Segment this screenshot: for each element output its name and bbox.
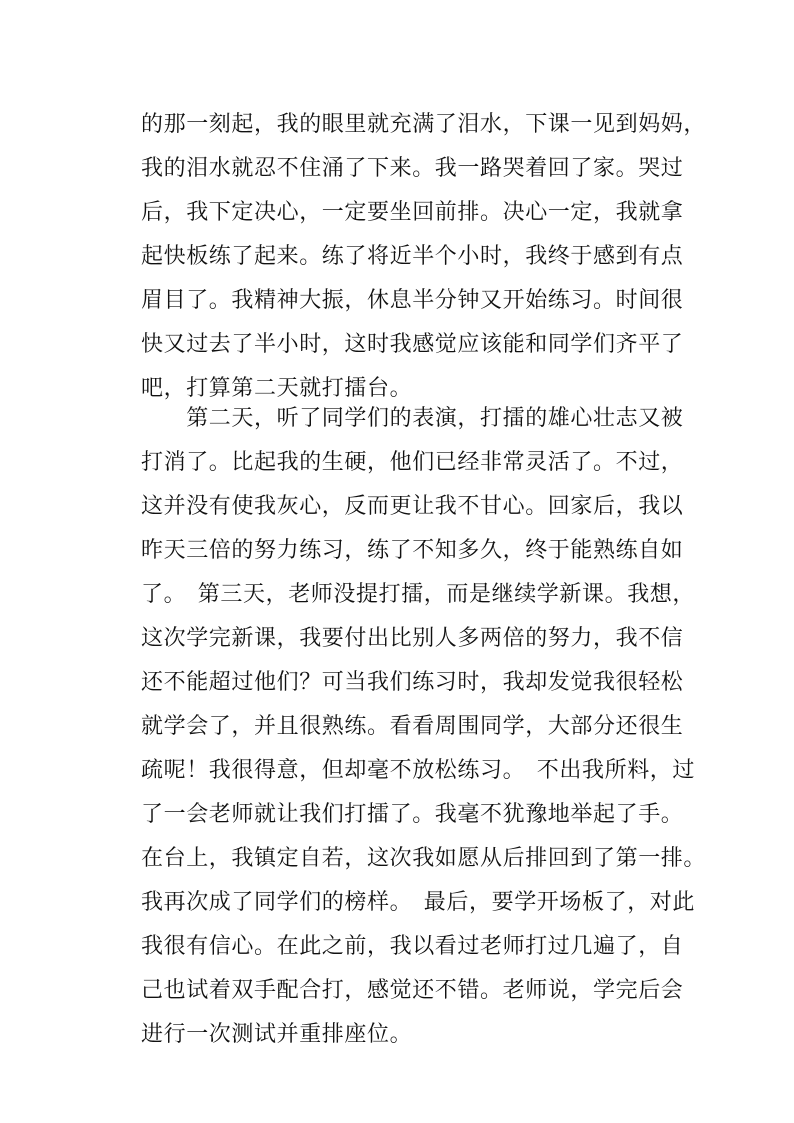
text-line: 就学会了，并且很熟练。看看周围同学，大部分还很生 — [141, 714, 684, 739]
text-line: 进行一次测试并重排座位。 — [141, 1022, 413, 1047]
text-line: 打消了。比起我的生硬，他们已经非常灵活了。不过， — [141, 450, 684, 475]
text-line: 后，我下定决心，一定要坐回前排。决心一定，我就拿 — [141, 200, 684, 225]
text-line: 己也试着双手配合打，感觉还不错。老师说，学完后会 — [141, 978, 684, 1003]
text-line: 昨天三倍的努力练习，练了不知多久，终于能熟练自如 — [141, 538, 684, 563]
text-line: 第二天，听了同学们的表演，打擂的雄心壮志又被 — [141, 406, 684, 431]
text-line: 我的泪水就忍不住涌了下来。我一路哭着回了家。哭过 — [141, 156, 684, 181]
text-line: 还不能超过他们？可当我们练习时，我却发觉我很轻松 — [141, 670, 684, 695]
text-line: 快又过去了半小时，这时我感觉应该能和同学们齐平了 — [141, 332, 684, 357]
text-line: 疏呢！我很得意，但却毫不放松练习。 不出我所料，过 — [141, 758, 696, 783]
text-line: 吧，打算第二天就打擂台。 — [141, 376, 413, 401]
text-line: 在台上，我镇定自若，这次我如愿从后排回到了第一排。 — [141, 846, 707, 871]
text-line: 这次学完新课，我要付出比别人多两倍的努力，我不信 — [141, 626, 684, 651]
text-line: 了。 第三天，老师没提打擂，而是继续学新课。我想， — [141, 582, 696, 607]
text-line: 我再次成了同学们的榜样。 最后，要学开场板了，对此 — [141, 890, 696, 915]
text-line: 眉目了。我精神大振，休息半分钟又开始练习。时间很 — [141, 288, 684, 313]
text-line: 我很有信心。在此之前，我以看过老师打过几遍了，自 — [141, 934, 684, 959]
text-line: 了一会老师就让我们打擂了。我毫不犹豫地举起了手。 — [141, 802, 684, 827]
text-line: 这并没有使我灰心，反而更让我不甘心。回家后，我以 — [141, 494, 684, 519]
text-line: 起快板练了起来。练了将近半个小时，我终于感到有点 — [141, 244, 684, 269]
text-line: 的那一刻起，我的眼里就充满了泪水，下课一见到妈妈， — [141, 112, 707, 137]
